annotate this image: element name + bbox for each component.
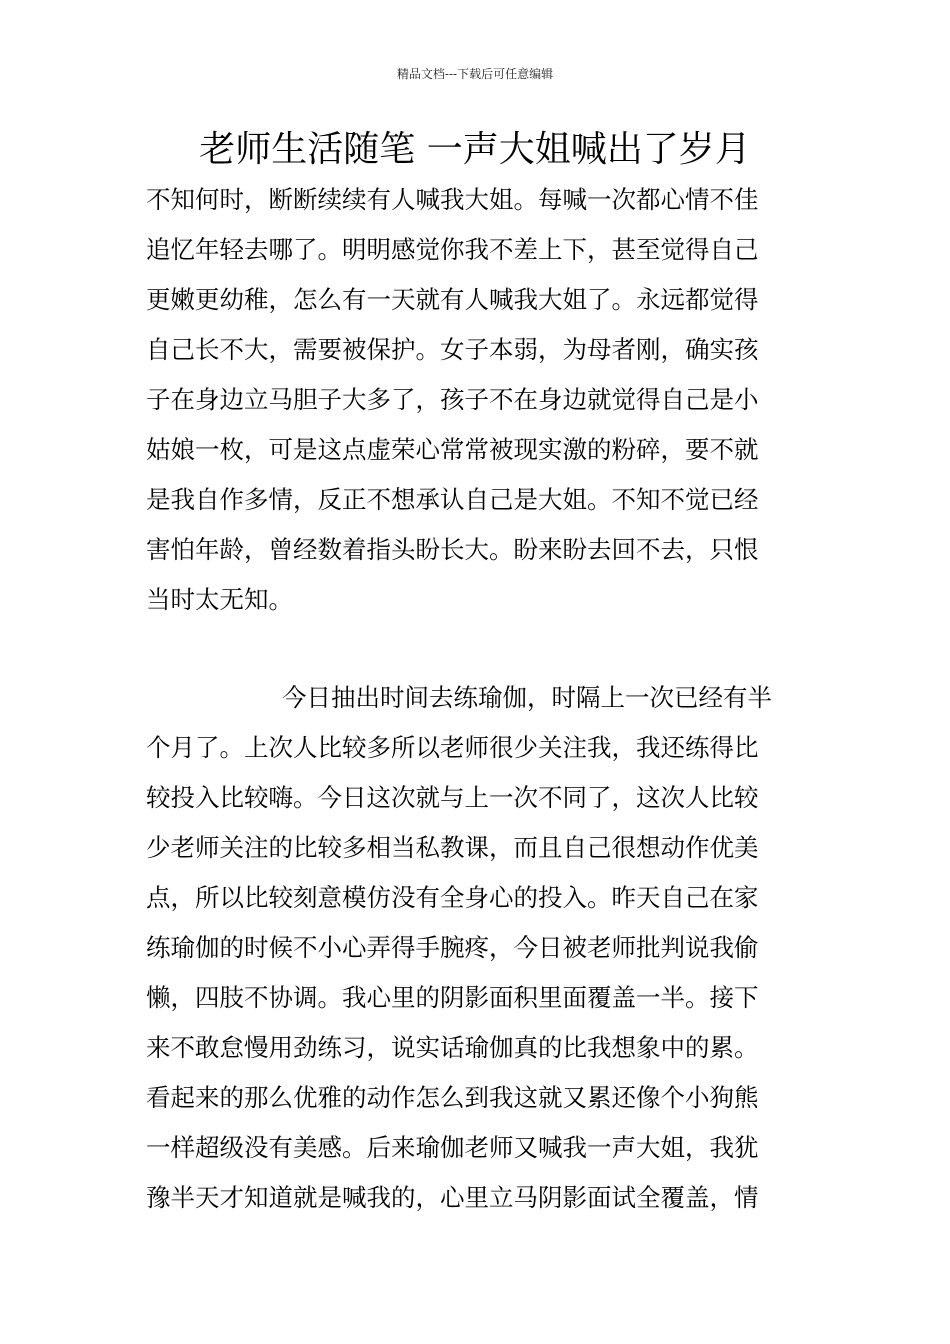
document-title: 老师生活随笔 一声大姐喊出了岁月 [199, 129, 751, 170]
header-note: 精品文档---下载后可任意编辑 [396, 67, 554, 81]
paragraph-line: 点，所以比较刻意模仿没有全身心的投入。昨天自己在家 [146, 883, 759, 912]
paragraph-line: 是我自作多情，反正不想承认自己是大姐。不知不觉已经 [146, 485, 759, 514]
paragraph-line: 一样超级没有美感。后来瑜伽老师又喊我一声大姐，我犹 [146, 1133, 759, 1162]
paragraph-line: 个月了。上次人比较多所以老师很少关注我，我还练得比 [146, 733, 759, 762]
paragraph-2 [146, 673, 806, 1223]
paragraph-line: 豫半天才知道就是喊我的，心里立马阴影面试全覆盖，情 [146, 1183, 759, 1212]
paragraph-line: 姑娘一枚，可是这点虚荣心常常被现实激的粉碎，要不就 [146, 435, 759, 464]
paragraph-line: 懒，四肢不协调。我心里的阴影面积里面覆盖一半。接下 [146, 983, 759, 1012]
paragraph-line: 追忆年轻去哪了。明明感觉你我不差上下，甚至觉得自己 [146, 235, 759, 264]
paragraph-line: 看起来的那么优雅的动作怎么到我这就又累还像个小狗熊 [146, 1083, 759, 1112]
paragraph-line: 来不敢怠慢用劲练习，说实话瑜伽真的比我想象中的累。 [146, 1033, 759, 1062]
paragraph-first-line: 今日抽出时间去练瑜伽，时隔上一次已经有半 [282, 683, 772, 712]
paragraph-line: 少老师关注的比较多相当私教课，而且自己很想动作优美 [146, 833, 759, 862]
paragraph-line: 不知何时，断断续续有人喊我大姐。每喊一次都心情不佳 [146, 185, 759, 214]
paragraph-line: 练瑜伽的时候不小心弄得手腕疼，今日被老师批判说我偷 [146, 933, 759, 962]
paragraph-1 [146, 175, 806, 625]
paragraph-line: 子在身边立马胆子大多了，孩子不在身边就觉得自己是小 [146, 385, 759, 414]
paragraph-line: 自己长不大，需要被保护。女子本弱，为母者刚，确实孩 [146, 335, 759, 364]
paragraph-line: 当时太无知。 [146, 585, 293, 614]
paragraph-line: 较投入比较嗨。今日这次就与上一次不同了，这次人比较 [146, 783, 759, 812]
paragraph-line: 害怕年龄，曾经数着指头盼长大。盼来盼去回不去，只恨 [146, 535, 759, 564]
paragraph-line: 更嫩更幼稚，怎么有一天就有人喊我大姐了。永远都觉得 [146, 285, 759, 314]
